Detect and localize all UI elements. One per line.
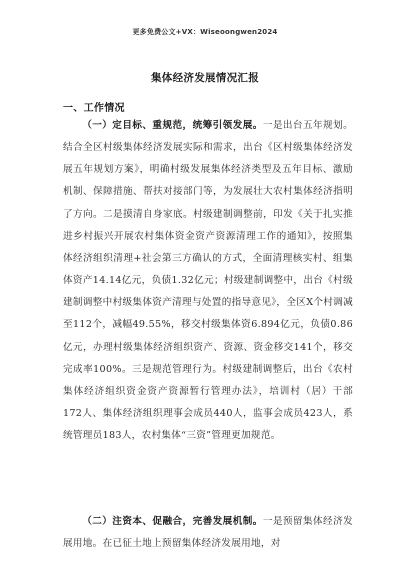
paragraph-block-1 bbox=[63, 115, 353, 447]
paragraph-2-body: 一是预留集体经济发展用地。在已征土地上预留集体经济发展用地，对 bbox=[63, 516, 354, 550]
paragraph-1-body: 一是出台五年规划。结合全区村级集体经济发展实际和需求，出台《区村级集体经济发展五年规划方案》，明确村级发展集体经济类型及五年目标、激励机制、保障措施、帮扶对接部门等，为发展壮大农村集体经济指明了方向。二是摸清自身家底。村级建制调整前，印发《关于扎实推进乡村振兴开展农村集体资金资产资源清理工作的通知》，按照集体经济组织清理+社会第三方确认的方式，全面清理核实村、组集体资产14.14亿元，负债1.32亿元；村级建制调整中，出台《村级建制调整中村级集体资产清理与处置的指导意见》，全区X个村调减至112个，减幅49.55%，移交村级集体资6.894亿元，负债0.86亿元，办理村级集体经济组织资产、资源、资金移交141个，移交完成率100%。三是规范管理行为。村级建制调整后，出台《农村集体经济组织资金资产资源暂行管理办法》，培训村（居）干部172人、集体经济组织理事会成员440人，监事会成员423人，系统管理员183人，农村集体“三资”管理更加规范。 bbox=[63, 120, 354, 442]
paragraph-block-2 bbox=[63, 511, 353, 555]
paragraph-2 bbox=[63, 511, 353, 555]
paragraph-1 bbox=[63, 115, 353, 447]
section-heading: 一、工作情况 bbox=[63, 103, 125, 114]
paragraph-2-lead: （二）注资本、促融合，完善发展机制。 bbox=[82, 516, 263, 527]
document-title: 集体经济发展情况汇报 bbox=[151, 72, 259, 84]
watermark-header: 更多免费公文+VX：Wiseoongwen2024 bbox=[132, 28, 278, 36]
paragraph-1-lead: （一）定目标、重规范，统筹引领发展。 bbox=[82, 120, 263, 131]
